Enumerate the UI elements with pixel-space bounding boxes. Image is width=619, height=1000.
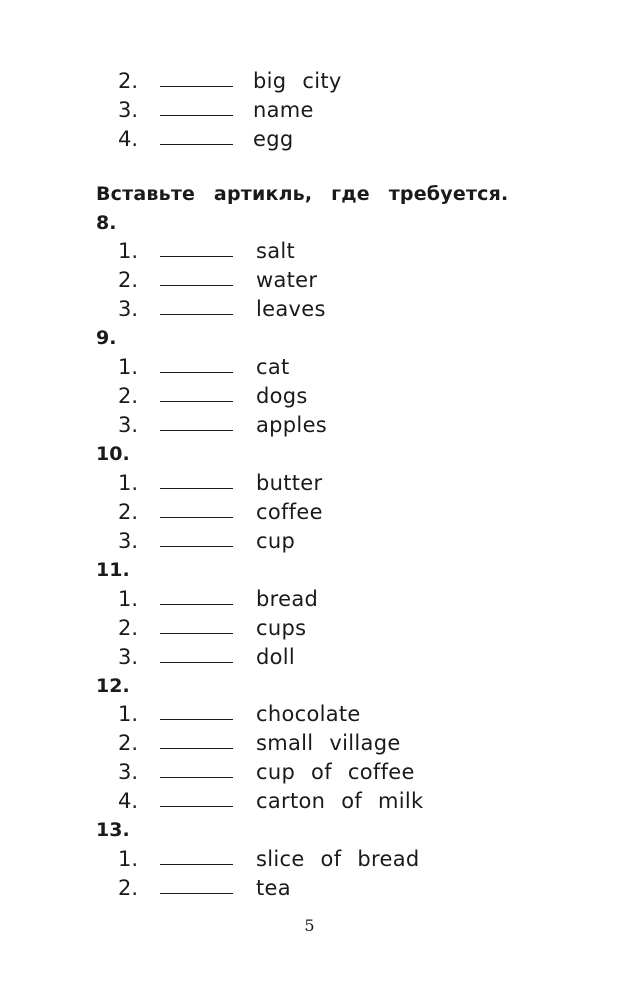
item-word: slice of bread bbox=[256, 847, 420, 871]
item-number: 3. bbox=[118, 98, 139, 122]
answer-blank[interactable] bbox=[160, 517, 233, 518]
item-number: 3. bbox=[118, 645, 139, 669]
item-number: 1. bbox=[118, 847, 139, 871]
item-word: apples bbox=[256, 413, 328, 437]
item-number: 2. bbox=[118, 268, 139, 292]
item-word: butter bbox=[256, 471, 323, 495]
item-number: 1. bbox=[118, 239, 139, 263]
item-number: 1. bbox=[118, 355, 139, 379]
exercise-number: 12. bbox=[96, 675, 130, 697]
item-number: 2. bbox=[118, 876, 139, 900]
item-word: cat bbox=[256, 355, 290, 379]
item-word: tea bbox=[256, 876, 291, 900]
item-word: coffee bbox=[256, 500, 323, 524]
answer-blank[interactable] bbox=[160, 430, 233, 431]
exercise-number: 8. bbox=[96, 212, 117, 234]
item-word: water bbox=[256, 268, 318, 292]
answer-blank[interactable] bbox=[160, 604, 233, 605]
item-number: 1. bbox=[118, 587, 139, 611]
answer-blank[interactable] bbox=[160, 372, 233, 373]
answer-blank[interactable] bbox=[160, 314, 233, 315]
item-word: name bbox=[253, 98, 314, 122]
answer-blank[interactable] bbox=[160, 748, 233, 749]
item-word: cup bbox=[256, 529, 296, 553]
item-word: doll bbox=[256, 645, 296, 669]
item-number: 3. bbox=[118, 760, 139, 784]
item-number: 1. bbox=[118, 471, 139, 495]
exercise-number: 9. bbox=[96, 327, 117, 349]
item-word: leaves bbox=[256, 297, 326, 321]
item-word: carton of milk bbox=[256, 789, 424, 813]
item-number: 2. bbox=[118, 500, 139, 524]
answer-blank[interactable] bbox=[160, 893, 233, 894]
page-number: 5 bbox=[304, 916, 315, 935]
answer-blank[interactable] bbox=[160, 719, 233, 720]
answer-blank[interactable] bbox=[160, 115, 233, 116]
answer-blank[interactable] bbox=[160, 864, 233, 865]
answer-blank[interactable] bbox=[160, 86, 233, 87]
exercise-number: 13. bbox=[96, 819, 130, 841]
exercise-number: 10. bbox=[96, 443, 130, 465]
answer-blank[interactable] bbox=[160, 256, 233, 257]
item-number: 2. bbox=[118, 69, 139, 93]
answer-blank[interactable] bbox=[160, 488, 233, 489]
item-number: 3. bbox=[118, 297, 139, 321]
item-number: 2. bbox=[118, 616, 139, 640]
item-number: 4. bbox=[118, 127, 139, 151]
exercise-number: 11. bbox=[96, 559, 130, 581]
item-word: egg bbox=[253, 127, 294, 151]
answer-blank[interactable] bbox=[160, 144, 233, 145]
item-word: dogs bbox=[256, 384, 308, 408]
item-word: small village bbox=[256, 731, 401, 755]
item-word: bread bbox=[256, 587, 319, 611]
item-word: chocolate bbox=[256, 702, 361, 726]
answer-blank[interactable] bbox=[160, 662, 233, 663]
item-number: 2. bbox=[118, 731, 139, 755]
answer-blank[interactable] bbox=[160, 777, 233, 778]
item-number: 3. bbox=[118, 529, 139, 553]
item-word: salt bbox=[256, 239, 296, 263]
instruction-heading: Вставьте артикль, где требуется. bbox=[96, 183, 509, 205]
item-number: 1. bbox=[118, 702, 139, 726]
answer-blank[interactable] bbox=[160, 546, 233, 547]
item-number: 3. bbox=[118, 413, 139, 437]
answer-blank[interactable] bbox=[160, 633, 233, 634]
item-number: 2. bbox=[118, 384, 139, 408]
item-word: cups bbox=[256, 616, 307, 640]
item-word: cup of coffee bbox=[256, 760, 415, 784]
item-word: big city bbox=[253, 69, 342, 93]
answer-blank[interactable] bbox=[160, 285, 233, 286]
answer-blank[interactable] bbox=[160, 401, 233, 402]
item-number: 4. bbox=[118, 789, 139, 813]
answer-blank[interactable] bbox=[160, 806, 233, 807]
